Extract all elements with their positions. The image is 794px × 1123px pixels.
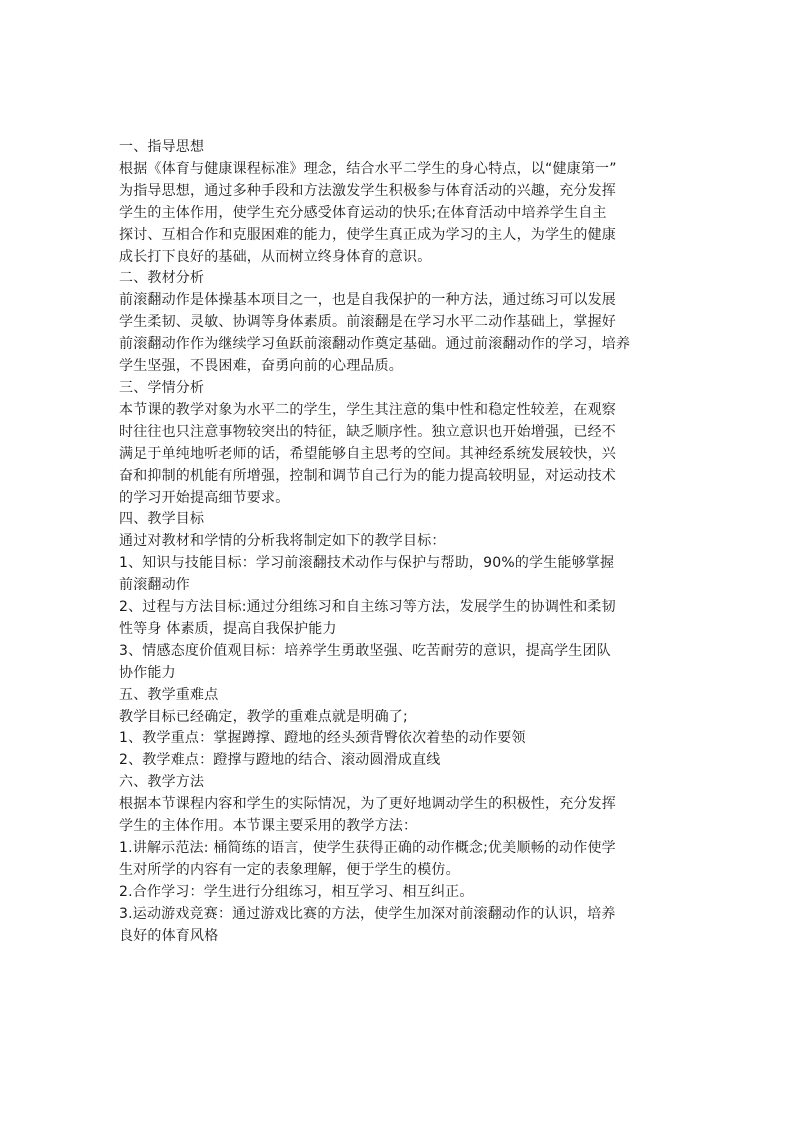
paragraph-line: 学生柔韧、灵敏、协调等身体素质。前滚翻是在学习水平二动作基础上，掌握好: [119, 314, 616, 331]
paragraph-line: 时往往也只注意事物较突出的特征，缺乏顺序性。独立意识也开始增强，已经不: [119, 423, 616, 440]
paragraph-line: 前滚翻动作是体操基本项目之一，也是自我保护的一种方法，通过练习可以发展: [119, 292, 616, 309]
list-item-line: 生对所学的内容有一定的表象理解，便于学生的模仿。: [119, 861, 460, 878]
paragraph-line: 满足于单纯地听老师的话，希望能够自主思考的空间。其神经系统发展较快，兴: [119, 445, 616, 462]
list-item-line: 2.合作学习：学生进行分组练习，相互学习、相互纠正。: [119, 883, 474, 900]
document-body: [119, 137, 684, 948]
section-heading-student-analysis: 三、学情分析: [119, 379, 205, 396]
paragraph-line: 学生坚强，不畏困难，奋勇向前的心理品质。: [119, 358, 403, 375]
section-heading-guiding-ideology: 一、指导思想: [119, 139, 205, 155]
list-item-line: 3、情感态度价值观目标：培养学生勇敢坚强、吃苦耐劳的意识，提高学生团队: [119, 642, 611, 659]
list-item-line: 协作能力: [119, 664, 176, 681]
section-heading-teaching-goals: 四、教学目标: [119, 511, 205, 528]
paragraph-line: 通过对教材和学情的分析我将制定如下的教学目标：: [119, 533, 446, 550]
paragraph-line: 根据本节课程内容和学生的实际情况，为了更好地调动学生的积极性，充分发挥: [119, 796, 616, 813]
list-item-line: 良好的体育风格: [119, 927, 219, 944]
list-item-line: 3.运动游戏竞赛：通过游戏比赛的方法，使学生加深对前滚翻动作的认识，培养: [119, 905, 616, 922]
section-heading-key-difficult-points: 五、教学重难点: [119, 686, 219, 703]
list-item-line: 性等身 体素质，提高自我保护能力: [119, 620, 337, 637]
paragraph-line: 的学习开始提高细节要求。: [119, 489, 290, 506]
paragraph-line: 学生的主体作用。本节课主要采用的教学方法：: [119, 818, 418, 835]
paragraph-line: 探讨、互相合作和克服困难的能力，使学生真正成为学习的主人，为学生的健康: [119, 226, 616, 243]
list-item-line: 2、过程与方法目标:通过分组练习和自主练习等方法，发展学生的协调性和柔韧: [119, 599, 616, 616]
section-heading-material-analysis: 二、教材分析: [119, 270, 205, 287]
paragraph-line: 前滚翻动作作为继续学习鱼跃前滚翻动作奠定基础。通过前滚翻动作的学习，培养: [119, 336, 631, 353]
paragraph-line: 根据《体育与健康课程标准》理念，结合水平二学生的身心特点，以“健康第一”: [119, 160, 617, 177]
list-item-line: 1.讲解示范法: 桶简练的语言，使学生获得正确的动作概念;优美顺畅的动作使学: [119, 840, 616, 856]
list-item-line: 前滚翻动作: [119, 577, 190, 594]
paragraph-line: 成长打下良好的基础，从而树立终身体育的意识。: [119, 248, 432, 265]
paragraph-line: 学生的主体作用，使学生充分感受体育运动的快乐;在体育活动中培养学生自主: [119, 204, 607, 221]
paragraph-line: 本节课的教学对象为水平二的学生，学生其注意的集中性和稳定性较差，在观察: [119, 401, 616, 418]
list-item-line: 1、知识与技能目标：学习前滚翻技术动作与保护与帮助，90%的学生能够掌握: [119, 555, 615, 572]
paragraph-line: 教学目标已经确定，教学的重难点就是明确了;: [119, 708, 408, 725]
paragraph-line: 奋和抑制的机能有所增强，控制和调节自己行为的能力提高较明显，对运动技术: [119, 467, 616, 484]
list-item-line: 1、教学重点：掌握蹲撑、蹬地的经头颈背臀依次着垫的动作要领: [119, 730, 526, 747]
section-heading-teaching-methods: 六、教学方法: [119, 774, 205, 791]
paragraph-line: 为指导思想，通过多种手段和方法激发学生积极参与体育活动的兴趣，充分发挥: [119, 182, 616, 199]
list-item-line: 2、教学难点：蹬撑与蹬地的结合、滚动圆滑成直线: [119, 752, 441, 769]
